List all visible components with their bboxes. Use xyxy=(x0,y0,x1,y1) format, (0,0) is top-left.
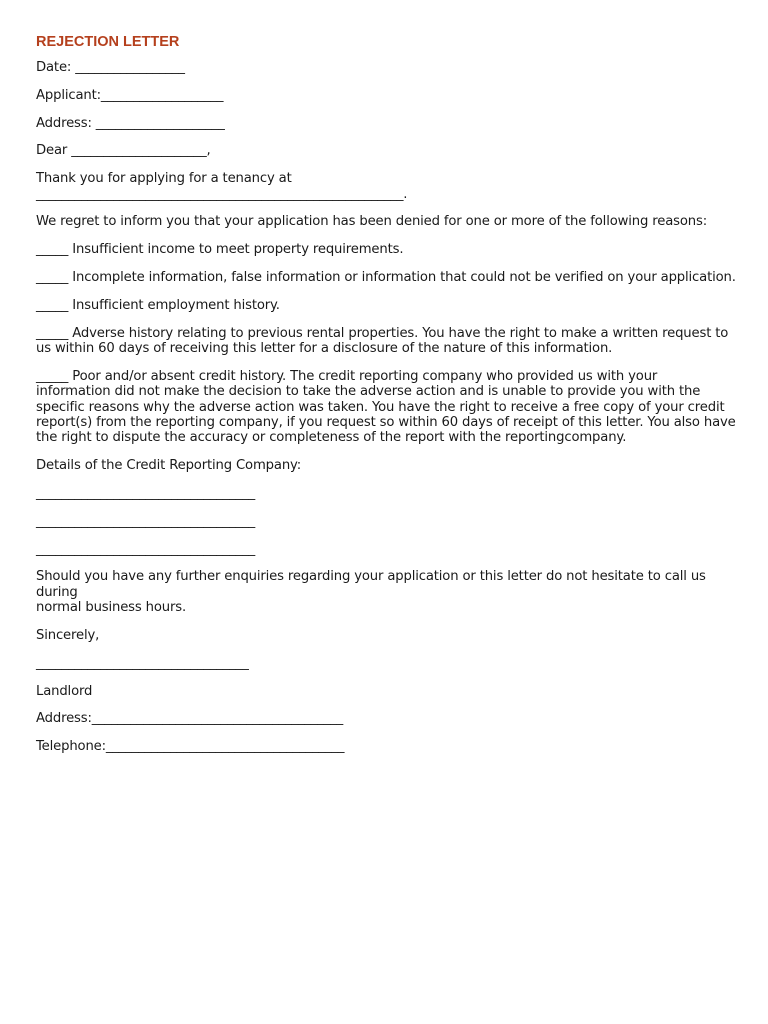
regret-statement: We regret to inform you that your application has been denied for one or more of the following reasons: xyxy=(36,214,707,230)
reason-line: _____ Incomplete information, false information or information that could not be verified on your application. xyxy=(36,269,736,285)
rejection-letter-document xyxy=(36,33,736,767)
credit-company-blank: __________________________________ xyxy=(36,513,256,529)
reason-line: us within 60 days of receiving this letter for a disclosure of the nature of this information. xyxy=(36,340,613,356)
credit-company-details-label: Details of the Credit Reporting Company: xyxy=(36,458,302,474)
reason-line: _____ Insufficient employment history. xyxy=(36,297,280,313)
reason-incomplete-information xyxy=(36,270,736,285)
reason-credit-history xyxy=(36,369,736,446)
applicant-line: Applicant:___________________ xyxy=(36,87,224,103)
reason-line: report(s) from the reporting company, if you request so within 60 days of receipt of this letter. You also have xyxy=(36,415,736,430)
reason-line: _____ Adverse history relating to previous rental properties. You have the right to make a written request to xyxy=(36,325,729,341)
thank-you-text: Thank you for applying for a tenancy at xyxy=(36,171,292,187)
reason-employment-history xyxy=(36,298,736,313)
enquiries-line: Should you have any further enquiries regarding your application or this letter do not hesitate to call us during xyxy=(36,569,706,600)
reason-income xyxy=(36,242,736,257)
reason-line: _____ Insufficient income to meet property requirements. xyxy=(36,242,404,258)
landlord-address-line: Address:_______________________________________ xyxy=(36,711,344,727)
sincerely-line: Sincerely, xyxy=(36,628,100,643)
reason-rental-history xyxy=(36,326,736,357)
credit-company-blank: __________________________________ xyxy=(36,541,256,557)
landlord-telephone-line: Telephone:_____________________________________ xyxy=(36,739,345,755)
letter-title: REJECTION LETTER xyxy=(36,34,180,50)
dear-line: Dear _____________________, xyxy=(36,143,211,159)
thank-you-paragraph xyxy=(36,171,736,202)
reason-line: the right to dispute the accuracy or completeness of the report with the reportingcompany. xyxy=(36,430,627,446)
credit-company-blank: __________________________________ xyxy=(36,486,256,501)
reason-line: information did not make the decision to take the adverse action and is unable to provide you with the xyxy=(36,384,701,400)
reason-line: specific reasons why the adverse action was taken. You have the right to receive a free copy of your credit xyxy=(36,399,725,415)
enquiries-line: normal business hours. xyxy=(36,600,187,616)
enquiries-paragraph xyxy=(36,569,736,615)
property-address-blank: _________________________________________________________. xyxy=(36,186,408,202)
landlord-label: Landlord xyxy=(36,683,93,699)
address-line: Address: ____________________ xyxy=(36,115,225,131)
reason-line: _____ Poor and/or absent credit history. The credit reporting company who provided us with your xyxy=(36,368,658,384)
date-line: Date: _________________ xyxy=(36,60,185,75)
signature-blank: _________________________________ xyxy=(36,655,249,671)
